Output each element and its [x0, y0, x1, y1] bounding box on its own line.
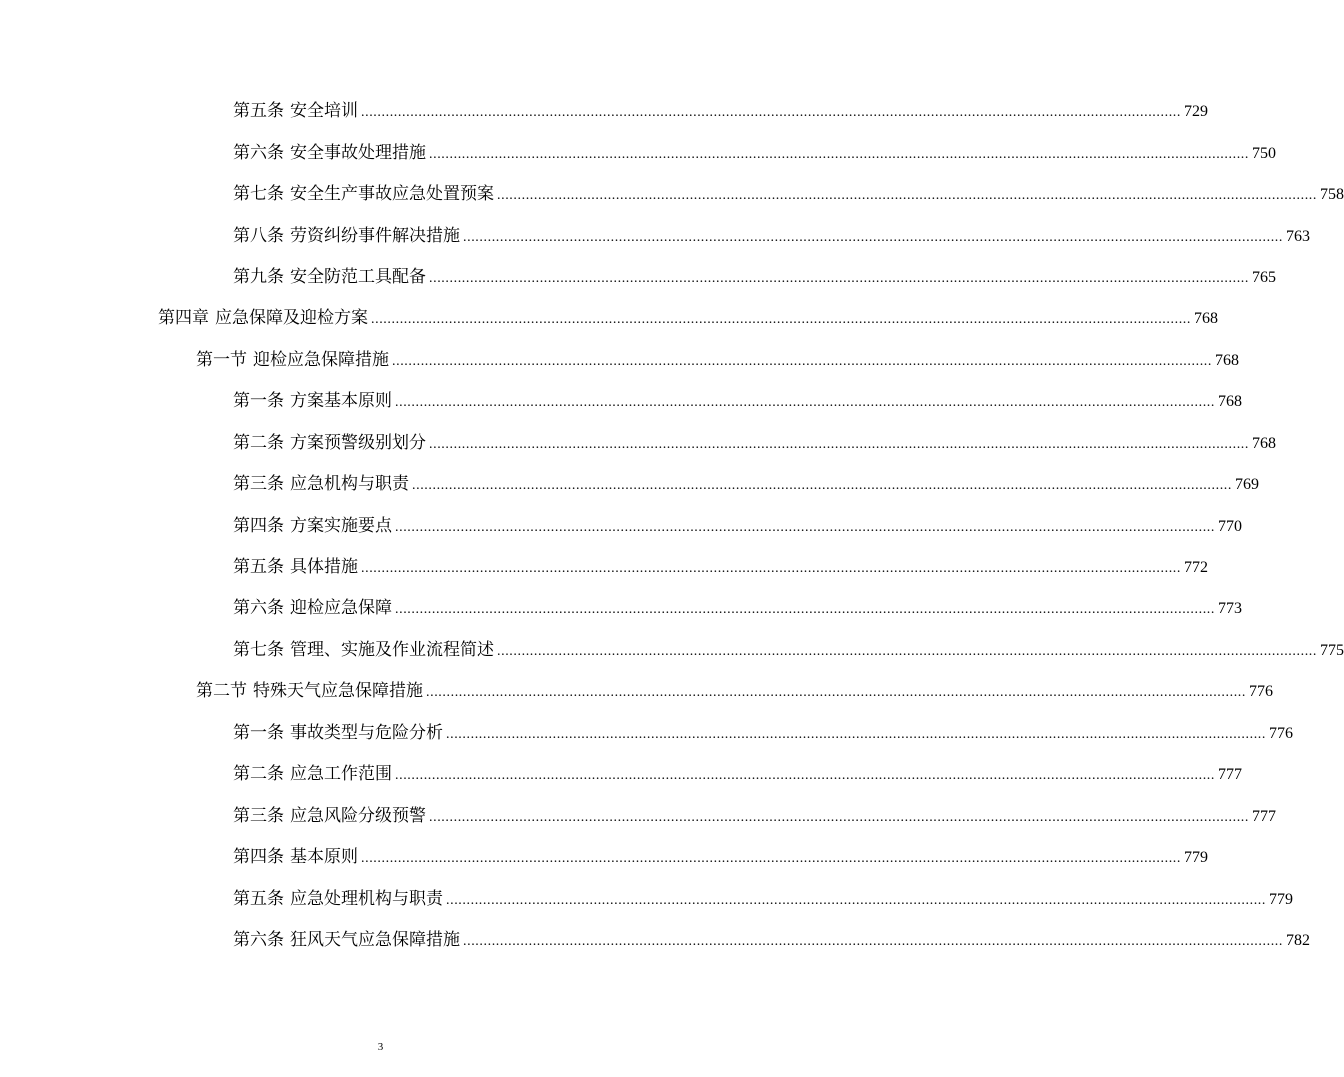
toc-entry-number: 第七条	[233, 184, 284, 205]
toc-entry-title: 方案实施要点	[290, 515, 392, 536]
toc-entry-page: 758	[1320, 186, 1344, 204]
toc-dot-leader: ........................................................................................................................................................................................................	[463, 933, 1283, 949]
toc-entry-content	[196, 676, 1273, 702]
toc-entry-content	[233, 759, 1242, 785]
toc-entry-page: 772	[1184, 559, 1208, 577]
toc-entry[interactable]	[0, 420, 1276, 461]
table-of-contents	[0, 88, 1344, 958]
toc-entry-content	[233, 179, 1344, 205]
toc-entry-number: 第六条	[233, 598, 284, 619]
toc-entry[interactable]	[0, 295, 1218, 336]
toc-dot-leader: ........................................................................................................................................................................................................	[497, 188, 1317, 204]
toc-entry-content	[233, 884, 1293, 909]
toc-entry-page: 769	[1235, 476, 1259, 494]
toc-entry[interactable]	[0, 461, 1259, 502]
toc-dot-leader: ........................................................................................................................................................................................................	[412, 478, 1232, 494]
toc-entry[interactable]	[0, 875, 1293, 916]
toc-entry-title: 基本原则	[290, 847, 358, 868]
toc-entry[interactable]	[0, 751, 1242, 792]
toc-entry[interactable]	[0, 254, 1276, 295]
toc-dot-leader: ........................................................................................................................................................................................................	[395, 519, 1215, 535]
toc-entry-page: 768	[1252, 434, 1276, 452]
toc-entry-number: 第二条	[233, 432, 284, 453]
toc-entry[interactable]	[0, 378, 1242, 419]
toc-entry-page: 779	[1269, 890, 1293, 908]
toc-entry-number: 第六条	[233, 142, 284, 163]
toc-entry-content	[233, 593, 1242, 619]
toc-entry-title: 应急机构与职责	[290, 474, 409, 495]
toc-entry-number: 第一节	[196, 349, 247, 370]
toc-entry-title: 具体措施	[290, 557, 358, 578]
toc-entry[interactable]	[0, 502, 1242, 543]
toc-entry-content	[233, 138, 1276, 163]
toc-entry-content	[233, 842, 1208, 868]
toc-entry-content	[233, 718, 1293, 743]
toc-entry-title: 方案基本原则	[290, 391, 392, 412]
toc-entry-number: 第五条	[233, 888, 284, 909]
toc-entry-content	[233, 552, 1208, 578]
toc-entry-title: 安全培训	[290, 101, 358, 122]
toc-entry[interactable]	[0, 337, 1239, 378]
toc-dot-leader: ........................................................................................................................................................................................................	[429, 436, 1249, 452]
toc-entry-number: 第六条	[233, 929, 284, 950]
toc-dot-leader: ........................................................................................................................................................................................................	[395, 768, 1215, 784]
toc-entry-number: 第四章	[158, 308, 209, 329]
toc-dot-leader: ........................................................................................................................................................................................................	[361, 851, 1181, 867]
toc-entry[interactable]	[0, 627, 1344, 668]
toc-entry-content	[158, 303, 1218, 329]
toc-entry-content	[196, 345, 1239, 370]
toc-entry-number: 第三条	[233, 474, 284, 495]
toc-entry-page: 776	[1269, 724, 1293, 742]
toc-entry[interactable]	[0, 88, 1208, 129]
toc-entry-number: 第四条	[233, 847, 284, 868]
page-number: 3	[377, 1041, 384, 1053]
toc-entry-page: 765	[1252, 268, 1276, 286]
toc-entry-page: 775	[1320, 641, 1344, 659]
toc-entry-content	[233, 635, 1344, 660]
toc-entry-content	[233, 262, 1276, 287]
toc-dot-leader: ........................................................................................................................................................................................................	[446, 892, 1266, 908]
toc-dot-leader: ........................................................................................................................................................................................................	[361, 561, 1181, 577]
toc-dot-leader: ........................................................................................................................................................................................................	[395, 395, 1215, 411]
toc-entry-title: 应急处理机构与职责	[290, 888, 443, 909]
toc-entry-title: 迎检应急保障措施	[253, 349, 389, 370]
toc-entry-title: 应急保障及迎检方案	[215, 308, 368, 329]
toc-entry-content	[233, 469, 1259, 495]
toc-entry[interactable]	[0, 212, 1310, 253]
toc-dot-leader: ........................................................................................................................................................................................................	[429, 809, 1249, 825]
toc-dot-leader: ........................................................................................................................................................................................................	[426, 685, 1246, 701]
toc-entry[interactable]	[0, 792, 1276, 833]
toc-entry-title: 特殊天气应急保障措施	[253, 681, 423, 702]
toc-entry-number: 第一条	[233, 391, 284, 412]
toc-entry[interactable]	[0, 585, 1242, 626]
toc-dot-leader: ........................................................................................................................................................................................................	[395, 602, 1215, 618]
toc-entry-title: 应急工作范围	[290, 764, 392, 785]
toc-entry-number: 第五条	[233, 557, 284, 578]
toc-entry[interactable]	[0, 668, 1273, 709]
toc-entry-page: 779	[1184, 849, 1208, 867]
toc-entry-title: 安全生产事故应急处置预案	[290, 184, 494, 205]
toc-entry-title: 劳资纠纷事件解决措施	[290, 225, 460, 246]
toc-entry-title: 方案预警级别划分	[290, 432, 426, 453]
toc-entry-content	[233, 221, 1310, 246]
toc-entry-page: 763	[1286, 227, 1310, 245]
toc-dot-leader: ........................................................................................................................................................................................................	[371, 312, 1191, 328]
toc-entry-title: 应急风险分级预警	[290, 805, 426, 826]
toc-entry-content	[233, 428, 1276, 453]
toc-dot-leader: ........................................................................................................................................................................................................	[446, 726, 1266, 742]
toc-dot-leader: ........................................................................................................................................................................................................	[497, 643, 1317, 659]
toc-dot-leader: ........................................................................................................................................................................................................	[429, 270, 1249, 286]
toc-entry-title: 管理、实施及作业流程简述	[290, 639, 494, 660]
toc-entry-content	[233, 925, 1310, 950]
toc-entry[interactable]	[0, 171, 1344, 212]
toc-entry-page: 777	[1218, 766, 1242, 784]
toc-entry-page: 776	[1249, 683, 1273, 701]
toc-entry-title: 迎检应急保障	[290, 598, 392, 619]
toc-entry-page: 768	[1215, 351, 1239, 369]
toc-entry-number: 第七条	[233, 639, 284, 660]
toc-entry-page: 777	[1252, 807, 1276, 825]
toc-entry-page: 773	[1218, 600, 1242, 618]
toc-entry-title: 安全事故处理措施	[290, 142, 426, 163]
toc-entry[interactable]	[0, 129, 1276, 170]
toc-entry-page: 750	[1252, 144, 1276, 162]
toc-entry-number: 第八条	[233, 225, 284, 246]
toc-entry-title: 狂风天气应急保障措施	[290, 929, 460, 950]
toc-entry-content	[233, 511, 1242, 536]
toc-entry-number: 第三条	[233, 805, 284, 826]
toc-dot-leader: ........................................................................................................................................................................................................	[392, 353, 1212, 369]
toc-entry-title: 事故类型与危险分析	[290, 722, 443, 743]
toc-entry-number: 第四条	[233, 515, 284, 536]
toc-dot-leader: ........................................................................................................................................................................................................	[429, 146, 1249, 162]
toc-entry-number: 第九条	[233, 266, 284, 287]
toc-entry-page: 768	[1194, 310, 1218, 328]
toc-entry-number: 第五条	[233, 101, 284, 122]
toc-dot-leader: ........................................................................................................................................................................................................	[361, 105, 1181, 121]
toc-entry-title: 安全防范工具配备	[290, 266, 426, 287]
toc-dot-leader: ........................................................................................................................................................................................................	[463, 229, 1283, 245]
toc-entry-page: 770	[1218, 517, 1242, 535]
toc-entry[interactable]	[0, 544, 1208, 585]
toc-entry-number: 第一条	[233, 722, 284, 743]
toc-entry-page: 782	[1286, 931, 1310, 949]
toc-entry[interactable]	[0, 834, 1208, 875]
toc-entry-page: 768	[1218, 393, 1242, 411]
toc-entry[interactable]	[0, 710, 1293, 751]
toc-entry[interactable]	[0, 917, 1310, 958]
toc-entry-number: 第二节	[196, 681, 247, 702]
toc-entry-content	[233, 801, 1276, 826]
toc-entry-page: 729	[1184, 103, 1208, 121]
toc-entry-number: 第二条	[233, 764, 284, 785]
toc-entry-content	[233, 386, 1242, 412]
toc-entry-content	[233, 96, 1208, 122]
